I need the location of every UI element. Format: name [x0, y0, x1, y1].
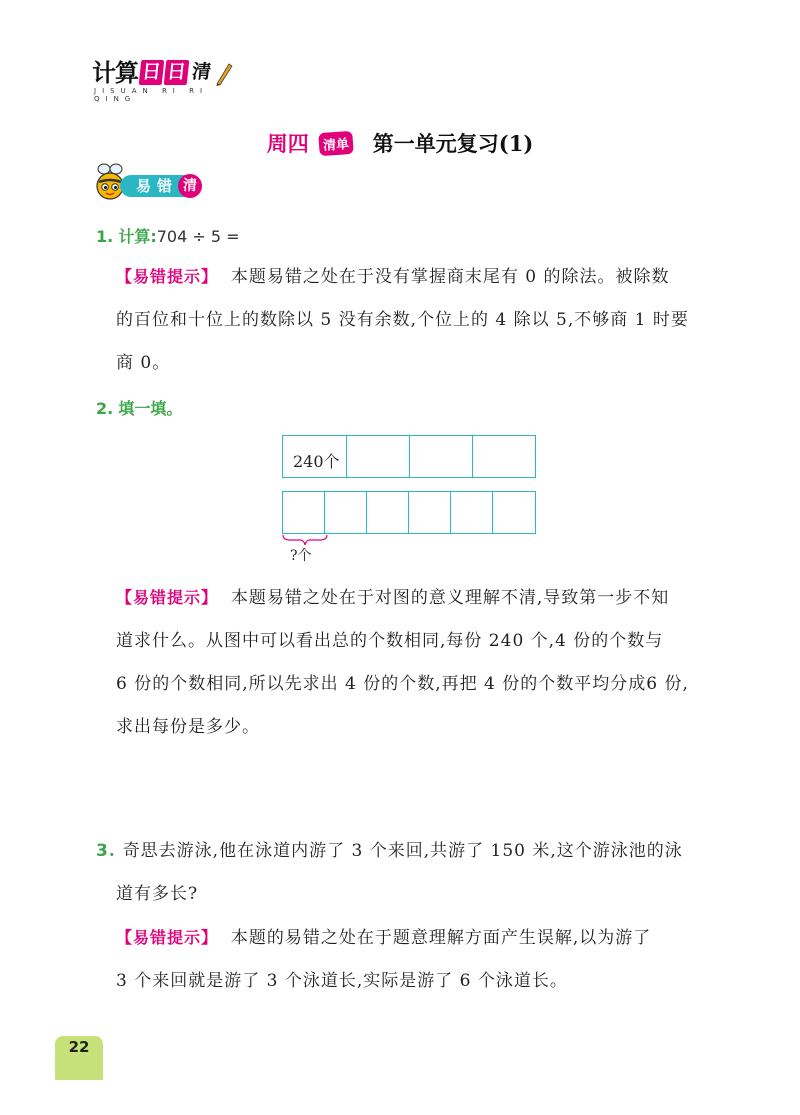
bottom-box-5	[450, 491, 493, 534]
q1-tip-label: 【易错提示】	[116, 267, 219, 286]
q1-expression: 704 ÷ 5 =	[156, 227, 240, 246]
q1-tip-line2: 的百位和十位上的数除以 5 没有余数,个位上的 4 除以 5,不够商 1 时要	[116, 310, 689, 330]
q2-tip-label: 【易错提示】	[116, 588, 219, 607]
q3-tip-label: 【易错提示】	[116, 928, 219, 947]
top-box-3	[409, 435, 473, 478]
pen-icon	[215, 60, 233, 86]
q3-line1: 奇思去游泳,他在泳道内游了 3 个来回,共游了 150 米,这个游泳池的泳	[122, 841, 683, 861]
q1-label: 计算:	[118, 227, 157, 246]
top-box-4	[472, 435, 536, 478]
top-box-2	[346, 435, 410, 478]
section-badge	[90, 162, 200, 202]
top-box-1	[282, 435, 347, 478]
q2-heading: 2. 填一填。	[96, 399, 183, 418]
bottom-box-1	[282, 491, 325, 534]
line-segment-diagram	[282, 435, 538, 570]
title-day: 周四	[266, 132, 309, 156]
bottom-box-6	[492, 491, 536, 534]
bottom-box-2	[324, 491, 367, 534]
section-label: 易错	[120, 175, 195, 197]
bottom-box-4	[408, 491, 451, 534]
q2-tip	[116, 576, 721, 749]
q2-tip-line1: 本题易错之处在于对图的意义理解不清,导致第一步不知	[230, 588, 670, 608]
q3-tip-line1: 本题的易错之处在于题意理解方面产生误解,以为游了	[230, 928, 652, 948]
q1-number: 1	[96, 227, 108, 246]
bottom-box-label: ?个	[290, 548, 312, 564]
q2-tip-line3: 6 份的个数相同,所以先求出 4 份的个数,再把 4 份的个数平均分成6 份,	[116, 674, 689, 694]
page-number: 22	[55, 1036, 103, 1080]
bottom-box-3	[366, 491, 409, 534]
q3-line2: 道有多长?	[116, 884, 199, 904]
q1-tip-line3: 商 0。	[116, 353, 171, 373]
logo-text: 计算	[92, 59, 138, 87]
q2-number: 2	[96, 399, 108, 418]
q3-tip-line2: 3 个来回就是游了 3 个泳道长,实际是游了 6 个泳道长。	[116, 971, 568, 991]
section-mark: 清	[178, 174, 202, 198]
top-box-label: 240个	[293, 452, 340, 471]
header-logo	[92, 59, 233, 103]
logo-box-qing: 清	[190, 61, 213, 83]
q1-heading: 1. 计算:704 ÷ 5 =	[96, 227, 240, 246]
logo-box-ri-2: 日	[164, 60, 190, 85]
logo-pinyin: JISUAN RI RI QING	[94, 87, 209, 103]
q1-tip	[116, 255, 721, 385]
q2-tip-line4: 求出每份是多少。	[116, 717, 260, 737]
page-title	[0, 128, 800, 158]
title-unit: 第一单元复习(1)	[372, 131, 534, 156]
title-badge: 清单	[318, 130, 354, 155]
logo-box-ri-1: 日	[139, 60, 165, 85]
q1-tip-line1: 本题易错之处在于没有掌握商末尾有 0 的除法。被除数	[230, 267, 670, 287]
q2-tip-line2: 道求什么。从图中可以看出总的个数相同,每份 240 个,4 份的个数与	[116, 631, 664, 651]
q3-number: 3	[96, 841, 109, 861]
q3-tip	[116, 916, 721, 1003]
q2-label: 填一填。	[118, 399, 183, 418]
q3-question: 3. 奇思去游泳,他在泳道内游了 3 个来回,共游了 150 米,这个游泳池的泳 道有多长?	[96, 830, 721, 916]
